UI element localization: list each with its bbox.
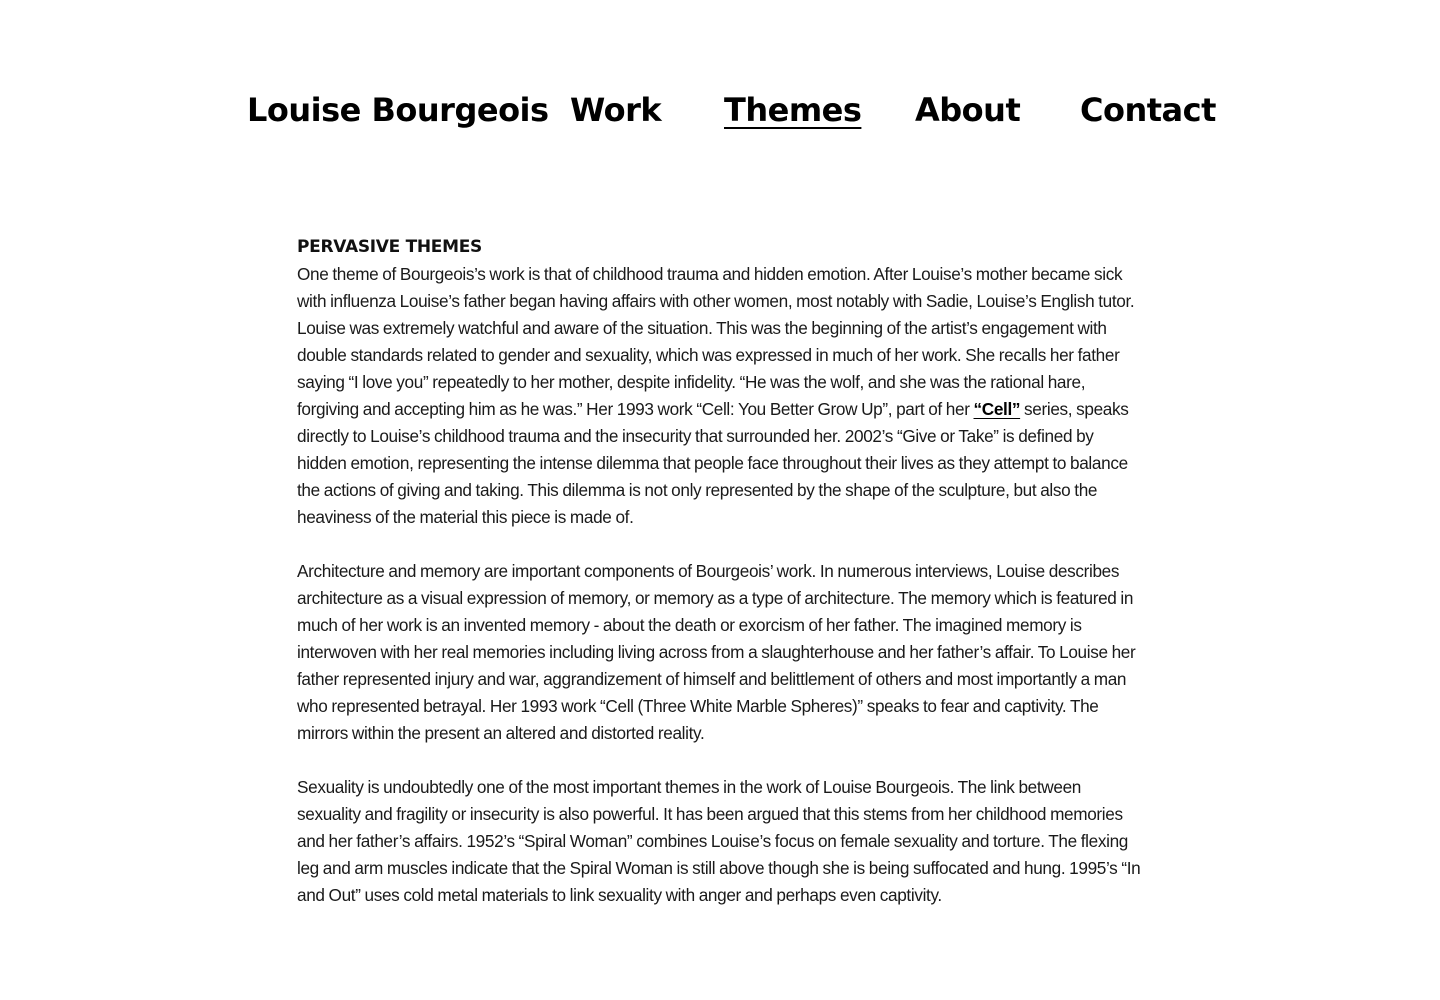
paragraph-architecture-memory: Architecture and memory are important components of Bourgeois’ work. In numerous interviews, Louise describes architecture as a visual expression of memory, or memory as a type of architecture. The memory which is featured in much of her work is an invented memory - about the death or exorcism of her father. The imagined memory is interwoven with her real memories including living across from a slaughterhouse and her father’s affair. To Louise her father represented injury and war, aggrandizement of himself and belittlement of others and most importantly a man who represented betrayal. Her 1993 work “Cell (Three White Marble Spheres)” speaks to fear and captivity. The mirrors within the present an altered and distorted reality.	[297, 561, 1136, 743]
paragraph-childhood-trauma	[297, 261, 1143, 531]
nav-item-contact[interactable]: Contact	[1080, 91, 1216, 129]
paragraph-sexuality: Sexuality is undoubtedly one of the most important themes in the work of Louise Bourgeois. The link between sexuality and fragility or insecurity is also powerful. It has been argued that this stems from her childhood memories and her father’s affairs. 1952’s “Spiral Woman” combines Louise’s focus on female sexuality and torture. The flexing leg and arm muscles indicate that the Spiral Woman is still above though she is being suffocated and hung. 1995’s “In and Out” uses cold metal materials to link sexuality with anger and perhaps even captivity.	[297, 777, 1141, 905]
themes-article	[297, 234, 1143, 936]
nav-item-work[interactable]: Work	[570, 91, 662, 129]
cell-series-link[interactable]: “Cell”	[973, 399, 1021, 419]
section-heading: PERVASIVE THEMES	[297, 237, 482, 257]
nav-item-about[interactable]: About	[915, 91, 1021, 129]
brand-link[interactable]: Louise Bourgeois	[247, 91, 549, 129]
paragraph-text: One theme of Bourgeois’s work is that of childhood trauma and hidden emotion. After Louise’s mother became sick with influenza Louise’s father began having affairs with other women, most notably with Sadie, Louise’s English tutor. Louise was extremely watchful and aware of the situation. This was the beginning of the artist’s engagement with double standards related to gender and sexuality, which was expressed in much of her work. She recalls her father saying “I love you” repeatedly to her mother, despite infidelity. “He was the wolf, and she was the rational hare, forgiving and accepting him as he was.” Her 1993 work “Cell: You Better Grow Up”, part of her	[297, 264, 1135, 419]
paragraph-text: series, speaks directly to Louise’s childhood trauma and the insecurity that surrounded her. 2002’s “Give or Take” is defined by hidden emotion, representing the intense dilemma that people face throughout their lives as they attempt to balance the actions of giving and taking. This dilemma is not only represented by the shape of the sculpture, but also the heaviness of the material this piece is made of.	[297, 399, 1129, 527]
top-navigation	[0, 88, 1440, 138]
nav-item-themes[interactable]: Themes	[724, 91, 862, 129]
